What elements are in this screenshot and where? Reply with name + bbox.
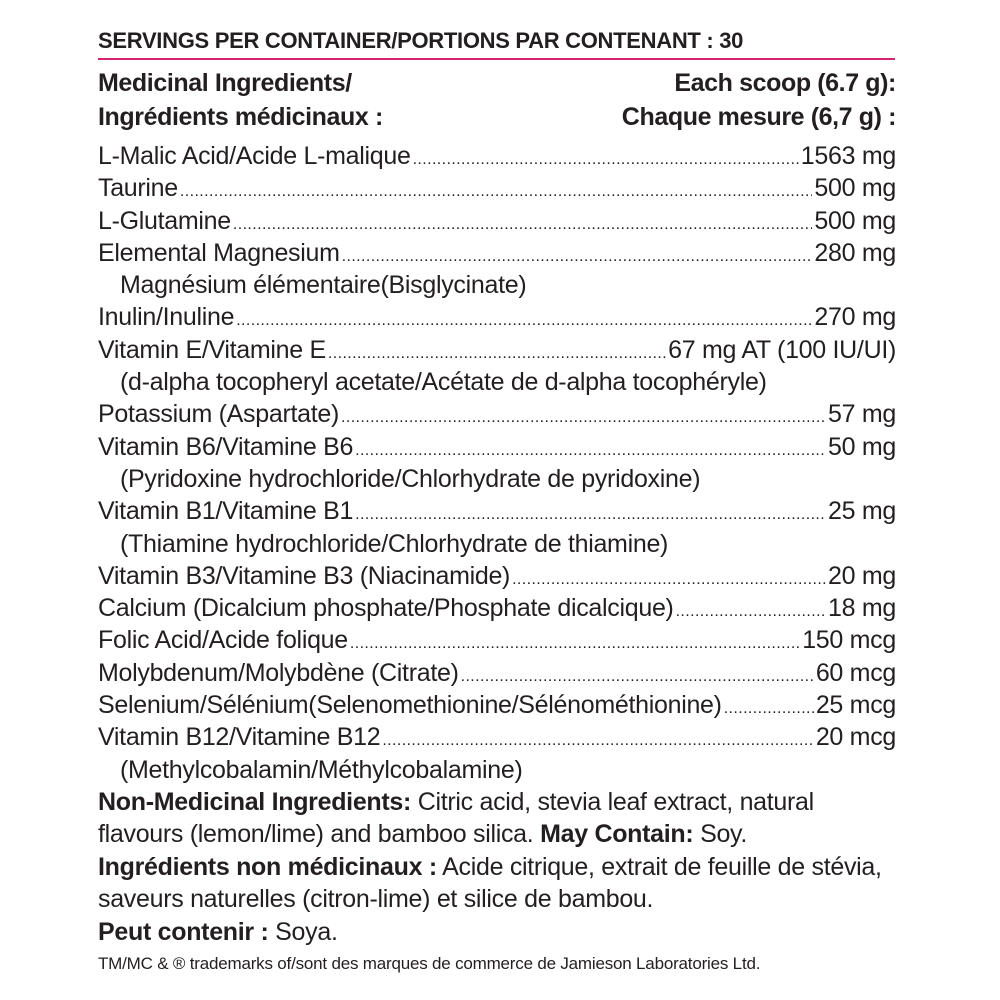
ingredient-row — [98, 237, 896, 269]
dot-leader — [341, 402, 826, 434]
peut-contenir — [98, 916, 896, 949]
may-contain-text: Soy. — [693, 820, 748, 849]
non-medicinal-text-en: Citric acid, stevia leaf extract, natural flavours (lemon/lime) and bamboo silica. — [98, 787, 814, 849]
peut-contenir-label: Peut contenir : — [98, 917, 269, 946]
ingredient-amount: 57 mg — [828, 400, 896, 429]
ingredient-row — [98, 657, 896, 689]
dot-leader — [382, 725, 813, 757]
ingredient-name: Vitamin B6/Vitamine B6 — [98, 432, 354, 461]
trademark-notice: TM/MC & ® trademarks of/sont des marques de commerce de Jamieson Laboratories Ltd. — [98, 954, 761, 974]
ingredient-row — [98, 624, 896, 656]
peut-contenir-text: Soya. — [268, 917, 338, 946]
ingredient-list — [98, 140, 896, 786]
servings-per-container: SERVINGS PER CONTAINER/PORTIONS PAR CONTENANT : 30 — [98, 28, 744, 53]
ingredient-row — [98, 140, 896, 172]
ingredient-name: Folic Acid/Acide folique — [98, 626, 348, 655]
dot-leader — [413, 144, 799, 176]
supplement-facts-panel — [98, 26, 896, 976]
non-medicinal-en — [98, 786, 896, 851]
ingredient-amount: 1563 mg — [800, 142, 896, 170]
medicinal-heading — [98, 66, 383, 134]
dot-leader — [355, 499, 826, 531]
ingredient-amount: 67 mg AT (100 IU/UI) — [668, 335, 896, 364]
ingredient-source: Magnésium élémentaire(Bisglycinate) — [120, 271, 527, 300]
ingredient-row — [98, 301, 896, 333]
ingredient-name: Elemental Magnesium — [98, 238, 340, 267]
ingredient-amount: 60 mcg — [815, 658, 896, 687]
serving-size-heading — [622, 66, 896, 134]
serving-size-en: Each scoop (6.7 g): — [674, 69, 896, 97]
medicinal-heading-en: Medicinal Ingredients/ — [98, 69, 352, 97]
may-contain-label: May Contain: — [540, 820, 694, 849]
ingredient-row — [98, 592, 896, 624]
ingredient-name: L-Malic Acid/Acide L-malique — [98, 142, 411, 170]
ingredient-amount: 500 mg — [814, 206, 896, 235]
ingredient-row — [98, 398, 896, 430]
ingredient-name: Potassium (Aspartate) — [98, 400, 340, 429]
ingredient-name: Vitamin B12/Vitamine B12 — [98, 723, 381, 752]
ingredient-name: Vitamin B1/Vitamine B1 — [98, 497, 354, 526]
ingredient-source: (Thiamine hydrochloride/Chlorhydrate de thiamine) — [120, 529, 669, 558]
ingredient-amount: 280 mg — [814, 238, 896, 267]
ingredient-amount: 25 mcg — [815, 691, 896, 720]
ingredient-source: (Methylcobalamin/Méthylcobalamine) — [120, 755, 523, 784]
ingredient-amount: 20 mg — [828, 561, 896, 590]
non-medicinal-label-en: Non-Medicinal Ingredients: — [98, 787, 412, 816]
ingredient-row — [98, 560, 896, 592]
ingredient-amount: 20 mcg — [815, 723, 896, 752]
ingredient-amount: 50 mg — [828, 432, 896, 461]
serving-size-fr: Chaque mesure (6,7 g) : — [621, 103, 896, 131]
dot-leader — [724, 693, 814, 725]
header-divider — [98, 58, 895, 60]
ingredient-name: Vitamin B3/Vitamine B3 (Niacinamide) — [98, 561, 511, 590]
ingredient-row — [98, 172, 896, 204]
ingredient-row — [98, 205, 896, 237]
medicinal-heading-row — [98, 66, 896, 134]
ingredient-name: Molybdenum/Molybdène (Citrate) — [98, 658, 459, 687]
medicinal-heading-fr: Ingrédients médicinaux : — [98, 103, 383, 131]
non-medicinal-label-fr: Ingrédients non médicinaux : — [98, 852, 437, 881]
ingredient-name: Taurine — [98, 174, 178, 203]
ingredient-row — [98, 721, 896, 753]
non-medicinal-text-fr: Acide citrique, extrait de feuille de stévia, saveurs naturelles (citron-lime) et silice de bambou. — [98, 852, 882, 914]
ingredient-name: Selenium/Sélénium(Selenomethionine/Sélénométhionine) — [98, 691, 722, 720]
ingredient-amount: 150 mcg — [802, 626, 896, 655]
ingredient-name: Inulin/Inuline — [98, 303, 235, 332]
non-medicinal-fr — [98, 851, 896, 916]
ingredient-name: Calcium (Dicalcium phosphate/Phosphate dicalcique) — [98, 594, 674, 623]
ingredient-source: (d-alpha tocopheryl acetate/Acétate de d-alpha tocophéryle) — [120, 368, 767, 397]
ingredient-row — [98, 334, 896, 366]
ingredient-amount: 25 mg — [828, 497, 896, 526]
dot-leader — [180, 176, 813, 208]
ingredient-name: Vitamin E/Vitamine E — [98, 335, 326, 364]
ingredient-name: L-Glutamine — [98, 206, 231, 235]
ingredient-row — [98, 495, 896, 527]
ingredient-row — [98, 431, 896, 463]
ingredient-amount: 18 mg — [828, 594, 896, 623]
ingredient-source: (Pyridoxine hydrochloride/Chlorhydrate de pyridoxine) — [120, 464, 701, 493]
ingredient-amount: 500 mg — [814, 174, 896, 203]
ingredient-amount: 270 mg — [814, 303, 896, 332]
ingredient-row — [98, 689, 896, 721]
